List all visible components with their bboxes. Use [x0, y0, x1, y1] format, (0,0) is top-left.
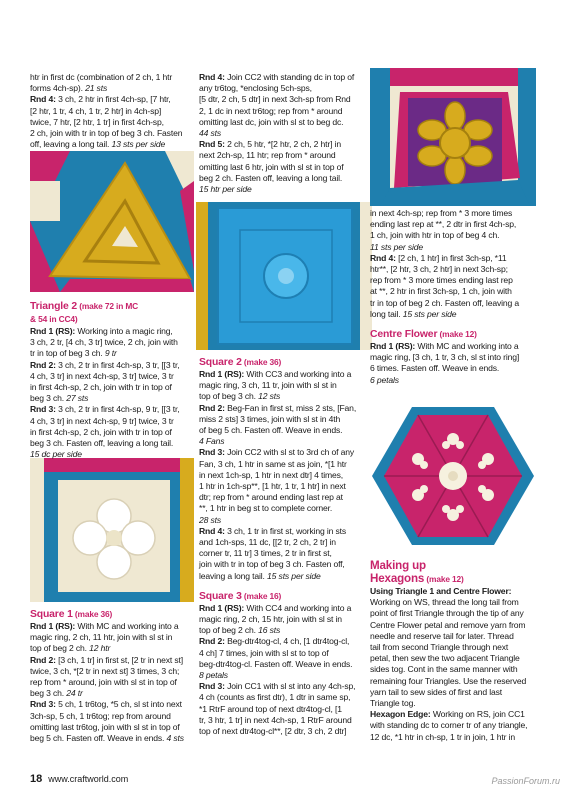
round-label: Rnd 1 (RS): — [199, 602, 245, 613]
round-label: Rnd 2: — [199, 636, 225, 647]
round-label: Rnd 1 (RS): — [30, 621, 76, 631]
round-text: 3 ch, 2 htr in first 4ch-sp, [7 htr, — [55, 94, 171, 105]
round-line: in first 4ch-sp, 2 ch, join with tr in top of — [30, 426, 172, 437]
intro-line: htr in first dc (combination of 2 ch, 1 htr — [30, 72, 173, 82]
round-text: top of beg 3 ch. — [199, 391, 259, 402]
round-line — [199, 403, 371, 414]
square-3-heading — [199, 590, 371, 603]
round-text: Beg-dtr4tog-cl, 4 ch, [1 dtr4tog-cl, — [224, 636, 350, 647]
stitch-count: 12 sts — [258, 391, 281, 402]
round-line — [30, 393, 196, 404]
round-text: With MC and working into a — [415, 341, 519, 352]
round-line: 1 ch, join with htr in top of beg 4 ch. — [370, 230, 500, 241]
round-line: rep from * 3 more times ending last rep — [370, 275, 513, 286]
round-line — [30, 94, 196, 105]
round-line — [370, 309, 536, 320]
body-line: Centre Flower petal and remove yarn from — [370, 619, 526, 630]
round-text: 3 ch, 2 tr in first 4ch-sp, 3 tr, [[3 tr, — [55, 359, 180, 370]
round-label: Rnd 2: — [30, 359, 56, 370]
round-line — [30, 404, 196, 415]
round-label: Rnd 3: — [30, 699, 56, 710]
square-1-photo — [30, 458, 194, 602]
stitch-count: 11 sts per side — [370, 241, 424, 252]
heading-text: Square 2 — [199, 357, 242, 368]
site-url: www.craftworld.com — [48, 774, 129, 784]
stitch-count: 16 sts — [258, 625, 281, 636]
round-label: Rnd 1 (RS): — [199, 369, 245, 379]
round-label: Rnd 1 (RS): — [30, 326, 76, 336]
stitch-count: 8 petals — [199, 670, 228, 681]
round-label: Rnd 3: — [199, 447, 225, 458]
round-line: 12 dc, *1 htr in ch-sp, 1 tr in join, 1 htr in — [370, 731, 515, 742]
body-line: petal, then sew the two adjacent Triangle — [370, 653, 520, 664]
round-line: beg 2 ch. Fasten off, leaving a long tail. — [199, 172, 343, 183]
round-text: With CC3 and working into a — [244, 369, 352, 379]
hexagon-photo — [370, 403, 536, 549]
round-line: [5 dtr, 2 ch, 5 dtr] in next 3ch-sp from Rnd — [199, 94, 351, 105]
body-line: sides tog. Cont in the same manner with — [370, 664, 518, 675]
round-line: in next 4ch-sp; rep from * 3 more times — [370, 208, 513, 218]
round-line — [30, 643, 196, 654]
body-line: needle and reserve tail for later. Thread — [370, 630, 514, 641]
round-text: leaving a long tail. — [199, 570, 268, 581]
stitch-count: 4 Fans — [199, 436, 225, 447]
stitch-count: 15 dc per side — [30, 449, 82, 460]
round-label: Rnd 4: — [199, 525, 225, 536]
square-2-photo — [196, 202, 372, 350]
round-line: 4 ch, 3 tr] in next 4ch-sp, 3 tr] twice, 3 tr — [30, 370, 174, 381]
heading-sub: (make 36) — [241, 357, 282, 367]
round-label: Rnd 4: — [199, 72, 225, 82]
square-2-heading — [199, 356, 371, 369]
round-line: tr, 3 htr, 1 tr] in next 4ch-sp, 1 RtrF around — [199, 714, 352, 725]
body-line: Working on WS, thread the long tail from — [370, 597, 519, 608]
round-line — [30, 326, 196, 337]
round-line — [30, 699, 196, 710]
heading-sub: (make 12) — [424, 574, 464, 584]
round-line: tr in top of beg 2 ch. Fasten off, leaving a — [370, 297, 519, 308]
making-up-heading: Making up — [370, 559, 426, 572]
round-line: omitting last dc, join with sl st to beg dc. — [199, 116, 344, 127]
stitch-count: 4 sts — [166, 733, 184, 744]
watermark: PassionForum.ru — [491, 776, 560, 786]
round-line: of beg 5 ch. Fasten off. Weave in ends. — [199, 425, 343, 436]
round-line: join with tr in top of beg 3 ch. Fasten off, — [199, 559, 345, 570]
stitch-count: 44 sts — [199, 128, 222, 139]
centre-flower-heading — [370, 328, 536, 341]
round-line — [199, 526, 371, 537]
stitch-count: 27 sts — [66, 393, 89, 404]
round-line: 1 htr in 1ch-sp**, [1 htr, 1 tr, 1 htr] in next — [199, 481, 346, 492]
round-text: top of beg 2 ch. — [30, 643, 90, 654]
round-line: next 2ch-sp, 11 htr; rep from * around — [199, 150, 336, 161]
round-text: beg 3 ch. — [30, 688, 67, 699]
stitch-count: 12 htr — [89, 643, 111, 654]
round-line: any tr6tog, *enclosing 5ch-sps, — [199, 83, 312, 94]
round-text: Join CC2 with standing dc in top of — [224, 72, 355, 82]
round-text: With CC4 and working into a — [244, 602, 352, 613]
stitch-count: 21 sts — [85, 83, 108, 94]
heading-text: Square 3 — [199, 590, 242, 602]
round-label: Rnd 2: — [30, 654, 56, 665]
stitch-count: 24 tr — [66, 688, 83, 699]
heading-sub: (make 16) — [241, 590, 282, 601]
body-line: remaining four Triangles. Use the reserved — [370, 675, 527, 686]
round-line — [199, 625, 371, 636]
heading-sub: & 54 in CC4) — [30, 314, 78, 324]
heading-text: Triangle 2 — [30, 301, 78, 312]
round-line: top of next dtr4tog-cl**, [2 dtr, 3 ch, 2 dtr] — [199, 726, 347, 737]
round-line: 6 times. Fasten off. Weave in ends. — [370, 363, 500, 374]
round-line — [199, 72, 371, 83]
round-label: Rnd 5: — [199, 139, 225, 150]
round-text: 5 ch, 1 tr6tog, *5 ch, sl st into next — [55, 699, 182, 710]
round-label: Rnd 2: — [199, 402, 225, 413]
round-line — [199, 681, 371, 692]
column-3 — [370, 208, 536, 386]
round-label: Rnd 3: — [30, 404, 56, 415]
round-label: Hexagon Edge: — [370, 709, 431, 720]
column-1-triangle-2 — [30, 296, 196, 460]
round-line — [370, 253, 536, 264]
round-line: beg 3 ch. Fasten off, leaving a long tail. — [30, 438, 174, 449]
column-1 — [30, 72, 196, 150]
round-text: tr in top of beg 3 ch. — [30, 348, 105, 359]
round-label: Rnd 4: — [30, 94, 56, 105]
round-line — [199, 369, 371, 380]
round-line: rep from * around, join with sl st in top of — [30, 677, 177, 688]
stitch-count: 6 petals — [370, 374, 399, 385]
round-line: magic ring, 2 ch, 15 htr, join with sl st in — [199, 614, 342, 625]
page-footer — [30, 773, 128, 785]
round-line: miss 2 sts] 3 times, join with sl st in 4th — [199, 413, 341, 424]
triangle-2-heading — [30, 300, 196, 313]
round-text: [2 ch, 1 htr] in first 3ch-sp, *11 — [395, 252, 507, 263]
round-text: With MC and working into a — [75, 621, 179, 631]
round-line: magic ring, 3 ch, 11 tr, join with sl st in — [199, 380, 337, 391]
round-line: with standing dc to corner tr of any triangle, — [370, 720, 528, 731]
round-line: 4 ch (counts as first dtr), 1 dtr in same sp, — [199, 692, 351, 703]
round-line: **, 1 htr in beg st to complete corner. — [199, 503, 333, 514]
round-text: Join CC1 with sl st into any 4ch-sp, — [224, 681, 356, 692]
body-line: point of first Triangle through the tip of any — [370, 608, 524, 619]
round-text: Join CC2 with sl st to 3rd ch of any — [224, 447, 354, 458]
round-line: 3ch-sp, 5 ch, 1 tr6tog; rep from around — [30, 710, 171, 721]
stitch-count: 28 sts — [199, 514, 222, 525]
round-line: 4 ch, 3 tr] in next 4ch-sp, 9 tr] twice, 3 tr — [30, 415, 174, 426]
stitch-count: 15 sts per side — [267, 570, 321, 581]
round-line — [30, 733, 196, 744]
intro-line — [30, 83, 196, 94]
heading-text: Centre Flower — [370, 329, 438, 341]
round-text: Beg-Fan in first st, miss 2 sts, [Fan, — [224, 402, 357, 413]
round-line: 2 ch, join with tr in top of beg 3 ch. Fasten — [30, 128, 183, 139]
page-number: 18 — [30, 773, 43, 785]
round-line: twice, 7 htr, [2 htr, 1 tr] in first 4ch-sp, — [30, 116, 164, 127]
round-text: Working into a magic ring, — [75, 326, 173, 336]
stitch-count: 13 sts per side — [111, 139, 166, 150]
column-3-making-up — [370, 559, 536, 743]
heading-text: Hexagons — [370, 572, 425, 585]
subheading: Using Triangle 1 and Centre Flower: — [370, 586, 512, 596]
body-line: yarn tail to sew sides of first and last — [370, 686, 503, 697]
round-text: 2 ch, 5 htr, *[2 htr, 2 ch, 2 htr] in — [224, 139, 341, 150]
square-1-heading — [30, 608, 196, 621]
round-line: 4 ch] 7 times, join with sl st to top of — [199, 647, 329, 658]
round-line — [30, 655, 196, 666]
triangle-2-heading-cont — [30, 313, 196, 326]
round-text: Working on RS, join CC1 — [430, 709, 525, 720]
round-line — [370, 709, 536, 720]
round-text: off, leaving a long tail. — [30, 139, 112, 150]
hexagons-heading — [370, 572, 536, 586]
round-line — [30, 139, 196, 150]
body-line: Triangle tog. — [370, 698, 416, 709]
square-3-photo — [370, 68, 536, 206]
round-line — [30, 621, 196, 632]
round-text: beg 3 ch. — [30, 393, 67, 404]
round-line: corner tr, 11 tr] 3 times, 2 tr in first st, — [199, 548, 332, 559]
heading-text: Square 1 — [30, 609, 73, 620]
round-line: 3 ch, 2 tr, [4 ch, 3 tr] twice, 2 ch, join with — [30, 337, 178, 348]
round-line: magic ring, 2 ch, 11 htr, join with sl st in — [30, 632, 173, 643]
round-line: omitting last tr6tog, join with sl st in top of — [30, 721, 180, 732]
round-line: omitting last 6 htr, join with sl st in top of — [199, 161, 344, 172]
round-text: 3 ch, 2 tr in first 4ch-sp, 9 tr, [[3 tr, — [55, 404, 180, 415]
round-line: beg-dtr4tog-cl. Fasten off. Weave in ends. — [199, 658, 353, 669]
round-line: and 1ch-sps, 11 dc, [[2 tr, 2 ch, 2 tr] in — [199, 537, 336, 548]
heading-sub: (make 36) — [72, 609, 113, 619]
stitch-count: 15 htr per side — [199, 184, 252, 195]
column-2 — [199, 72, 371, 195]
heading-sub: (make 12) — [437, 329, 477, 340]
round-text: 3 ch, 1 tr in first st, working in sts — [224, 525, 347, 536]
round-line: in first 4ch-sp, 2 ch, join with tr in top of — [30, 382, 172, 393]
intro-text: forms 4ch-sp). — [30, 83, 86, 94]
column-2-square-2 — [199, 352, 371, 737]
stitch-count: 15 sts per side — [402, 308, 457, 319]
heading-sub: (make 72 in MC — [77, 301, 139, 311]
round-text: [3 ch, 1 tr] in first st, [2 tr in next st] — [55, 654, 183, 665]
round-line: magic ring, [3 ch, 1 tr, 3 ch, sl st into ring] — [370, 352, 520, 363]
round-line — [199, 139, 371, 150]
round-line: in next 1ch-sp, 1 htr in next dtr] 4 times, — [199, 469, 344, 480]
round-line: twice, 3 ch, *[2 tr in next st] 3 times, 3 ch; — [30, 665, 180, 676]
round-line — [199, 571, 371, 582]
triangle-photo — [30, 151, 194, 292]
column-1-square-1 — [30, 604, 196, 744]
round-label: Rnd 3: — [199, 681, 225, 692]
round-label: Rnd 1 (RS): — [370, 341, 416, 352]
round-line: [2 htr, 1 tr, 4 ch, 1 tr, 2 htr] in 4ch-sp] — [30, 105, 162, 116]
round-line: htr**, [2 htr, 3 ch, 2 htr] in next 3ch-sp; — [370, 264, 508, 275]
stitch-count: 9 tr — [104, 348, 117, 359]
round-line — [30, 688, 196, 699]
round-line: 2, 1 dc in next tr6tog; rep from * around — [199, 105, 343, 116]
round-line — [30, 360, 196, 371]
round-line: Fan, 3 ch, 1 htr in same st as join, *[1 htr — [199, 458, 347, 469]
round-line — [370, 341, 536, 352]
round-line — [30, 348, 196, 359]
round-text: long tail. — [370, 308, 403, 319]
round-line — [199, 447, 371, 458]
round-line — [199, 636, 371, 647]
round-line: ending last rep at **, 2 dtr in first 4ch-sp, — [370, 219, 517, 230]
round-line: *1 RtrF around top of next dtr4tog-cl, [1 — [199, 703, 342, 714]
round-text: top of beg 2 ch. — [199, 625, 259, 636]
round-line: dtr; rep from * around ending last rep at — [199, 492, 343, 503]
body-line: tail from second Triangle through next — [370, 642, 509, 653]
round-label: Rnd 4: — [370, 252, 396, 263]
round-text: beg 5 ch. Fasten off. Weave in ends. — [30, 733, 167, 744]
round-line — [199, 603, 371, 614]
round-line: at **, 2 htr in first 3ch-sp, 1 ch, join with — [370, 286, 512, 297]
round-line — [199, 391, 371, 402]
